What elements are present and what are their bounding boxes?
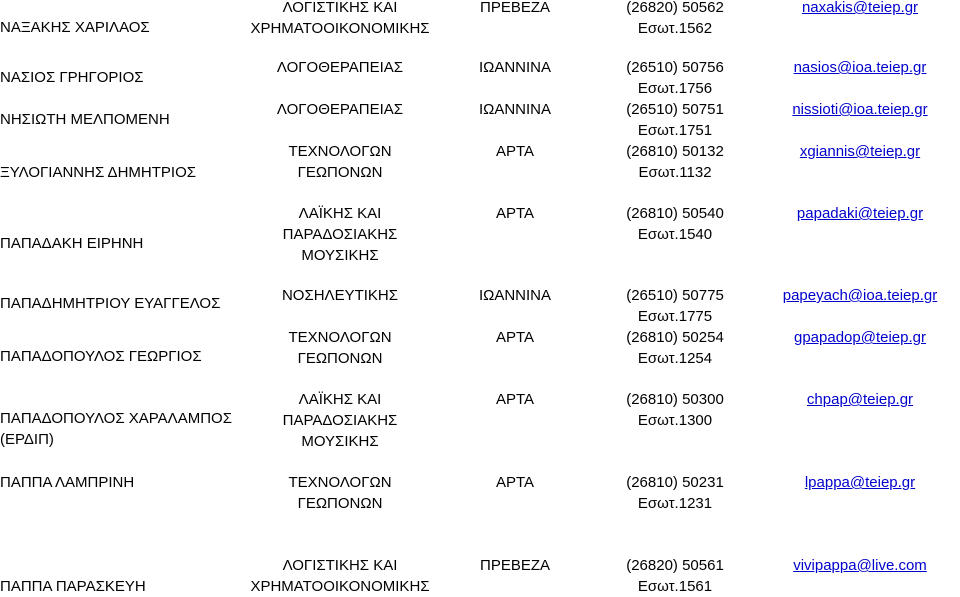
cell-phone: Εσωτ.1561 — [637, 578, 713, 595]
cell-name: ΠΑΠΑΔΟΠΟΥΛΟΣ ΧΑΡΑΛΑΜΠΟΣ — [0, 410, 232, 427]
cell-dept: ΧΡΗΜΑΤΟΟΙΚΟΝΟΜΙΚΗΣ — [250, 578, 430, 595]
email-link[interactable]: nasios@ioa.teiep.gr — [793, 59, 927, 76]
cell-phone: (26810) 50300 — [626, 391, 724, 408]
cell-dept: ΛΑΪΚΗΣ ΚΑΙ — [298, 205, 382, 222]
cell-name: ΞΥΛΟΓΙΑΝΝΗΣ ΔΗΜΗΤΡΙΟΣ — [0, 164, 197, 181]
cell-dept: ΛΟΓΙΣΤΙΚΗΣ ΚΑΙ — [282, 557, 398, 574]
email-link[interactable]: naxakis@teiep.gr — [801, 0, 919, 16]
cell-dept: ΝΟΣΗΛΕΥΤΙΚΗΣ — [281, 287, 399, 304]
cell-name: ΠΑΠΠΑ ΛΑΜΠΡΙΝΗ — [0, 474, 135, 491]
cell-name: (ΕΡΔΙΠ) — [0, 431, 54, 448]
cell-name: ΠΑΠΑΔΗΜΗΤΡΙΟΥ ΕΥΑΓΓΕΛΟΣ — [0, 295, 221, 312]
cell-dept: ΛΟΓΟΘΕΡΑΠΕΙΑΣ — [276, 59, 404, 76]
cell-phone: (26810) 50254 — [626, 329, 724, 346]
cell-phone: (26810) 50540 — [626, 205, 724, 222]
email-link[interactable]: papeyach@ioa.teiep.gr — [782, 287, 938, 304]
cell-city: ΙΩΑΝΝΙΝΑ — [478, 287, 552, 304]
cell-phone: (26820) 50562 — [626, 0, 724, 16]
cell-name: ΝΗΣΙΩΤΗ ΜΕΛΠΟΜΕΝΗ — [0, 111, 170, 128]
email-link[interactable]: papadaki@teiep.gr — [796, 205, 924, 222]
cell-city: ΑΡΤΑ — [495, 391, 535, 408]
cell-city: ΑΡΤΑ — [495, 329, 535, 346]
cell-dept: ΤΕΧΝΟΛΟΓΩΝ — [288, 474, 392, 491]
cell-city: ΠΡΕΒΕΖΑ — [479, 0, 551, 16]
cell-city: ΑΡΤΑ — [495, 205, 535, 222]
cell-dept: ΛΟΓΙΣΤΙΚΗΣ ΚΑΙ — [282, 0, 398, 16]
cell-name: ΝΑΣΙΟΣ ΓΡΗΓΟΡΙΟΣ — [0, 69, 144, 86]
cell-phone: (26510) 50756 — [626, 59, 724, 76]
cell-name: ΠΑΠΑΔΟΠΟΥΛΟΣ ΓΕΩΡΓΙΟΣ — [0, 348, 202, 365]
cell-phone: (26510) 50775 — [626, 287, 724, 304]
cell-name: ΠΑΠΠΑ ΠΑΡΑΣΚΕΥΗ — [0, 578, 146, 595]
cell-phone: Εσωτ.1751 — [637, 122, 713, 139]
cell-city: ΙΩΑΝΝΙΝΑ — [478, 59, 552, 76]
cell-dept: ΤΕΧΝΟΛΟΓΩΝ — [288, 329, 392, 346]
cell-name: ΝΑΞΑΚΗΣ ΧΑΡΙΛΑΟΣ — [0, 19, 150, 36]
email-link[interactable]: gpapadop@teiep.gr — [794, 329, 926, 346]
cell-city: ΙΩΑΝΝΙΝΑ — [478, 101, 552, 118]
cell-phone: Εσωτ.1132 — [638, 164, 712, 181]
cell-phone: Εσωτ.1254 — [637, 350, 713, 367]
cell-phone: (26810) 50231 — [626, 474, 724, 491]
cell-city: ΠΡΕΒΕΖΑ — [479, 557, 551, 574]
cell-dept: ΜΟΥΣΙΚΗΣ — [301, 247, 379, 264]
cell-dept: ΤΕΧΝΟΛΟΓΩΝ — [288, 143, 392, 160]
email-link[interactable]: vivipappa@live.com — [793, 557, 927, 574]
email-link[interactable]: chpap@teiep.gr — [806, 391, 914, 408]
cell-phone: Εσωτ.1775 — [637, 308, 713, 325]
cell-dept: ΧΡΗΜΑΤΟΟΙΚΟΝΟΜΙΚΗΣ — [250, 20, 430, 37]
cell-phone: Εσωτ.1540 — [637, 226, 713, 243]
email-link[interactable]: lpappa@teiep.gr — [804, 474, 916, 491]
email-link[interactable]: xgiannis@teiep.gr — [799, 143, 921, 160]
cell-phone: Εσωτ.1756 — [637, 80, 713, 97]
cell-city: ΑΡΤΑ — [495, 143, 535, 160]
cell-dept: ΓΕΩΠΟΝΩΝ — [297, 495, 383, 512]
cell-dept: ΠΑΡΑΔΟΣΙΑΚΗΣ — [282, 226, 398, 243]
cell-phone: Εσωτ.1231 — [637, 495, 713, 512]
cell-dept: ΛΑΪΚΗΣ ΚΑΙ — [298, 391, 382, 408]
cell-phone: (26810) 50132 — [626, 143, 724, 160]
cell-dept: ΜΟΥΣΙΚΗΣ — [301, 433, 379, 450]
cell-dept: ΛΟΓΟΘΕΡΑΠΕΙΑΣ — [276, 101, 404, 118]
cell-phone: (26820) 50561 — [626, 557, 724, 574]
cell-city: ΑΡΤΑ — [495, 474, 535, 491]
email-link[interactable]: nissioti@ioa.teiep.gr — [792, 101, 928, 118]
cell-phone: Εσωτ.1562 — [637, 20, 713, 37]
cell-dept: ΠΑΡΑΔΟΣΙΑΚΗΣ — [282, 412, 398, 429]
cell-name: ΠΑΠΑΔΑΚΗ ΕΙΡΗΝΗ — [0, 235, 144, 252]
cell-phone: (26510) 50751 — [626, 101, 724, 118]
cell-phone: Εσωτ.1300 — [637, 412, 713, 429]
cell-dept: ΓΕΩΠΟΝΩΝ — [297, 164, 383, 181]
cell-dept: ΓΕΩΠΟΝΩΝ — [297, 350, 383, 367]
